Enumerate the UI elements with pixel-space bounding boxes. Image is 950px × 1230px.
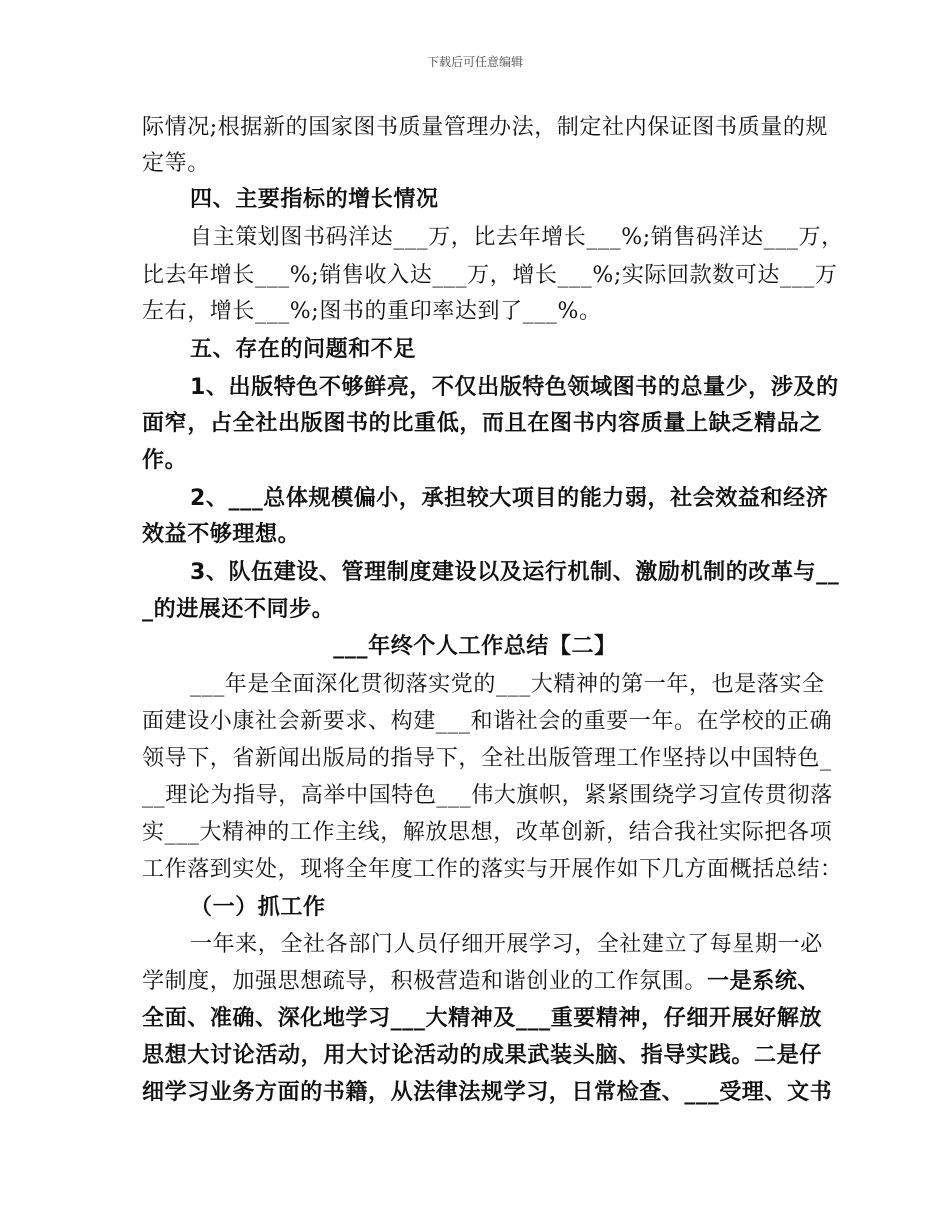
body-text-segment: 学制度，加强思想疏导，积极营造和谐创业的工作氛围。 — [142, 969, 708, 994]
bold-text-line: 2、___总体规模偏小，承担较大项目的能力弱，社会效益和经济 — [190, 486, 829, 511]
body-text-line: 一年来，全社各部门人员仔细开展学习，全社建立了每星期一必 — [190, 932, 823, 957]
bold-text-line: 1、出版特色不够鲜亮，不仅出版特色领域图书的总量少，涉及的 — [190, 375, 839, 400]
bold-text-line: 3、队伍建设、管理制度建设以及运行机制、激励机制的改革与__ — [190, 560, 840, 585]
bold-text-line: 思想大讨论活动，用大讨论活动的成果武装头脑、指导实践。二是仔 — [142, 1043, 822, 1068]
body-text-line: 面建设小康社会新要求、构建___和谐社会的重要一年。在学校的正确 — [142, 709, 833, 734]
mixed-text-line — [142, 968, 822, 996]
bold-text-segment: 一是系统、 — [707, 969, 821, 994]
body-text-line: 左右，增长___%;图书的重印率达到了___%。 — [142, 299, 602, 324]
body-text-line: 际情况;根据新的国家图书质量管理办法，制定社内保证图书质量的规 — [142, 115, 829, 140]
body-text-line: 比去年增长___%;销售收入达___万，增长___%;实际回款数可达___万 — [142, 263, 838, 288]
body-text-line: __理论为指导，高举中国特色___伟大旗帜，紧紧围绕学习宣传贯彻落 — [142, 783, 833, 808]
bold-text-line: 效益不够理想。 — [142, 522, 301, 547]
bold-text-line: 面窄，占全社出版图书的比重低，而且在图书内容质量上缺乏精品之 — [142, 411, 822, 436]
body-text-line: 领导下，省新闻出版局的指导下，全社出版管理工作坚持以中国特色_ — [142, 746, 832, 771]
body-text-line: 工作落到实处，现将全年度工作的落实与开展作如下几方面概括总结： — [142, 857, 843, 882]
bold-text-line: 全面、准确、深化地学习___大精神及___重要精神，仔细开展好解放 — [142, 1006, 822, 1031]
subsection-heading: （一）抓工作 — [190, 895, 326, 920]
body-text-line: 实___大精神的工作主线，解放思想，改革创新，结合我社实际把各项 — [142, 820, 833, 845]
bold-text-line: 作。 — [142, 448, 188, 473]
bold-text-line: _的进展还不同步。 — [142, 597, 335, 622]
body-text-line: ___年是全面深化贯彻落实党的___大精神的第一年，也是落实全 — [190, 672, 825, 697]
section-heading: 四、主要指标的增长情况 — [190, 187, 439, 212]
body-text-line: 定等。 — [142, 151, 210, 176]
section-heading: 五、存在的问题和不足 — [190, 337, 417, 362]
section-title: ___年终个人工作总结【二】 — [333, 634, 617, 659]
page-header: 下载后可任意编辑 — [426, 55, 523, 69]
body-text-line: 自主策划图书码洋达___万，比去年增长___%;销售码洋达___万， — [190, 225, 844, 250]
bold-text-line: 细学习业务方面的书籍，从法律法规学习，日常检查、___受理、文书 — [142, 1080, 833, 1105]
